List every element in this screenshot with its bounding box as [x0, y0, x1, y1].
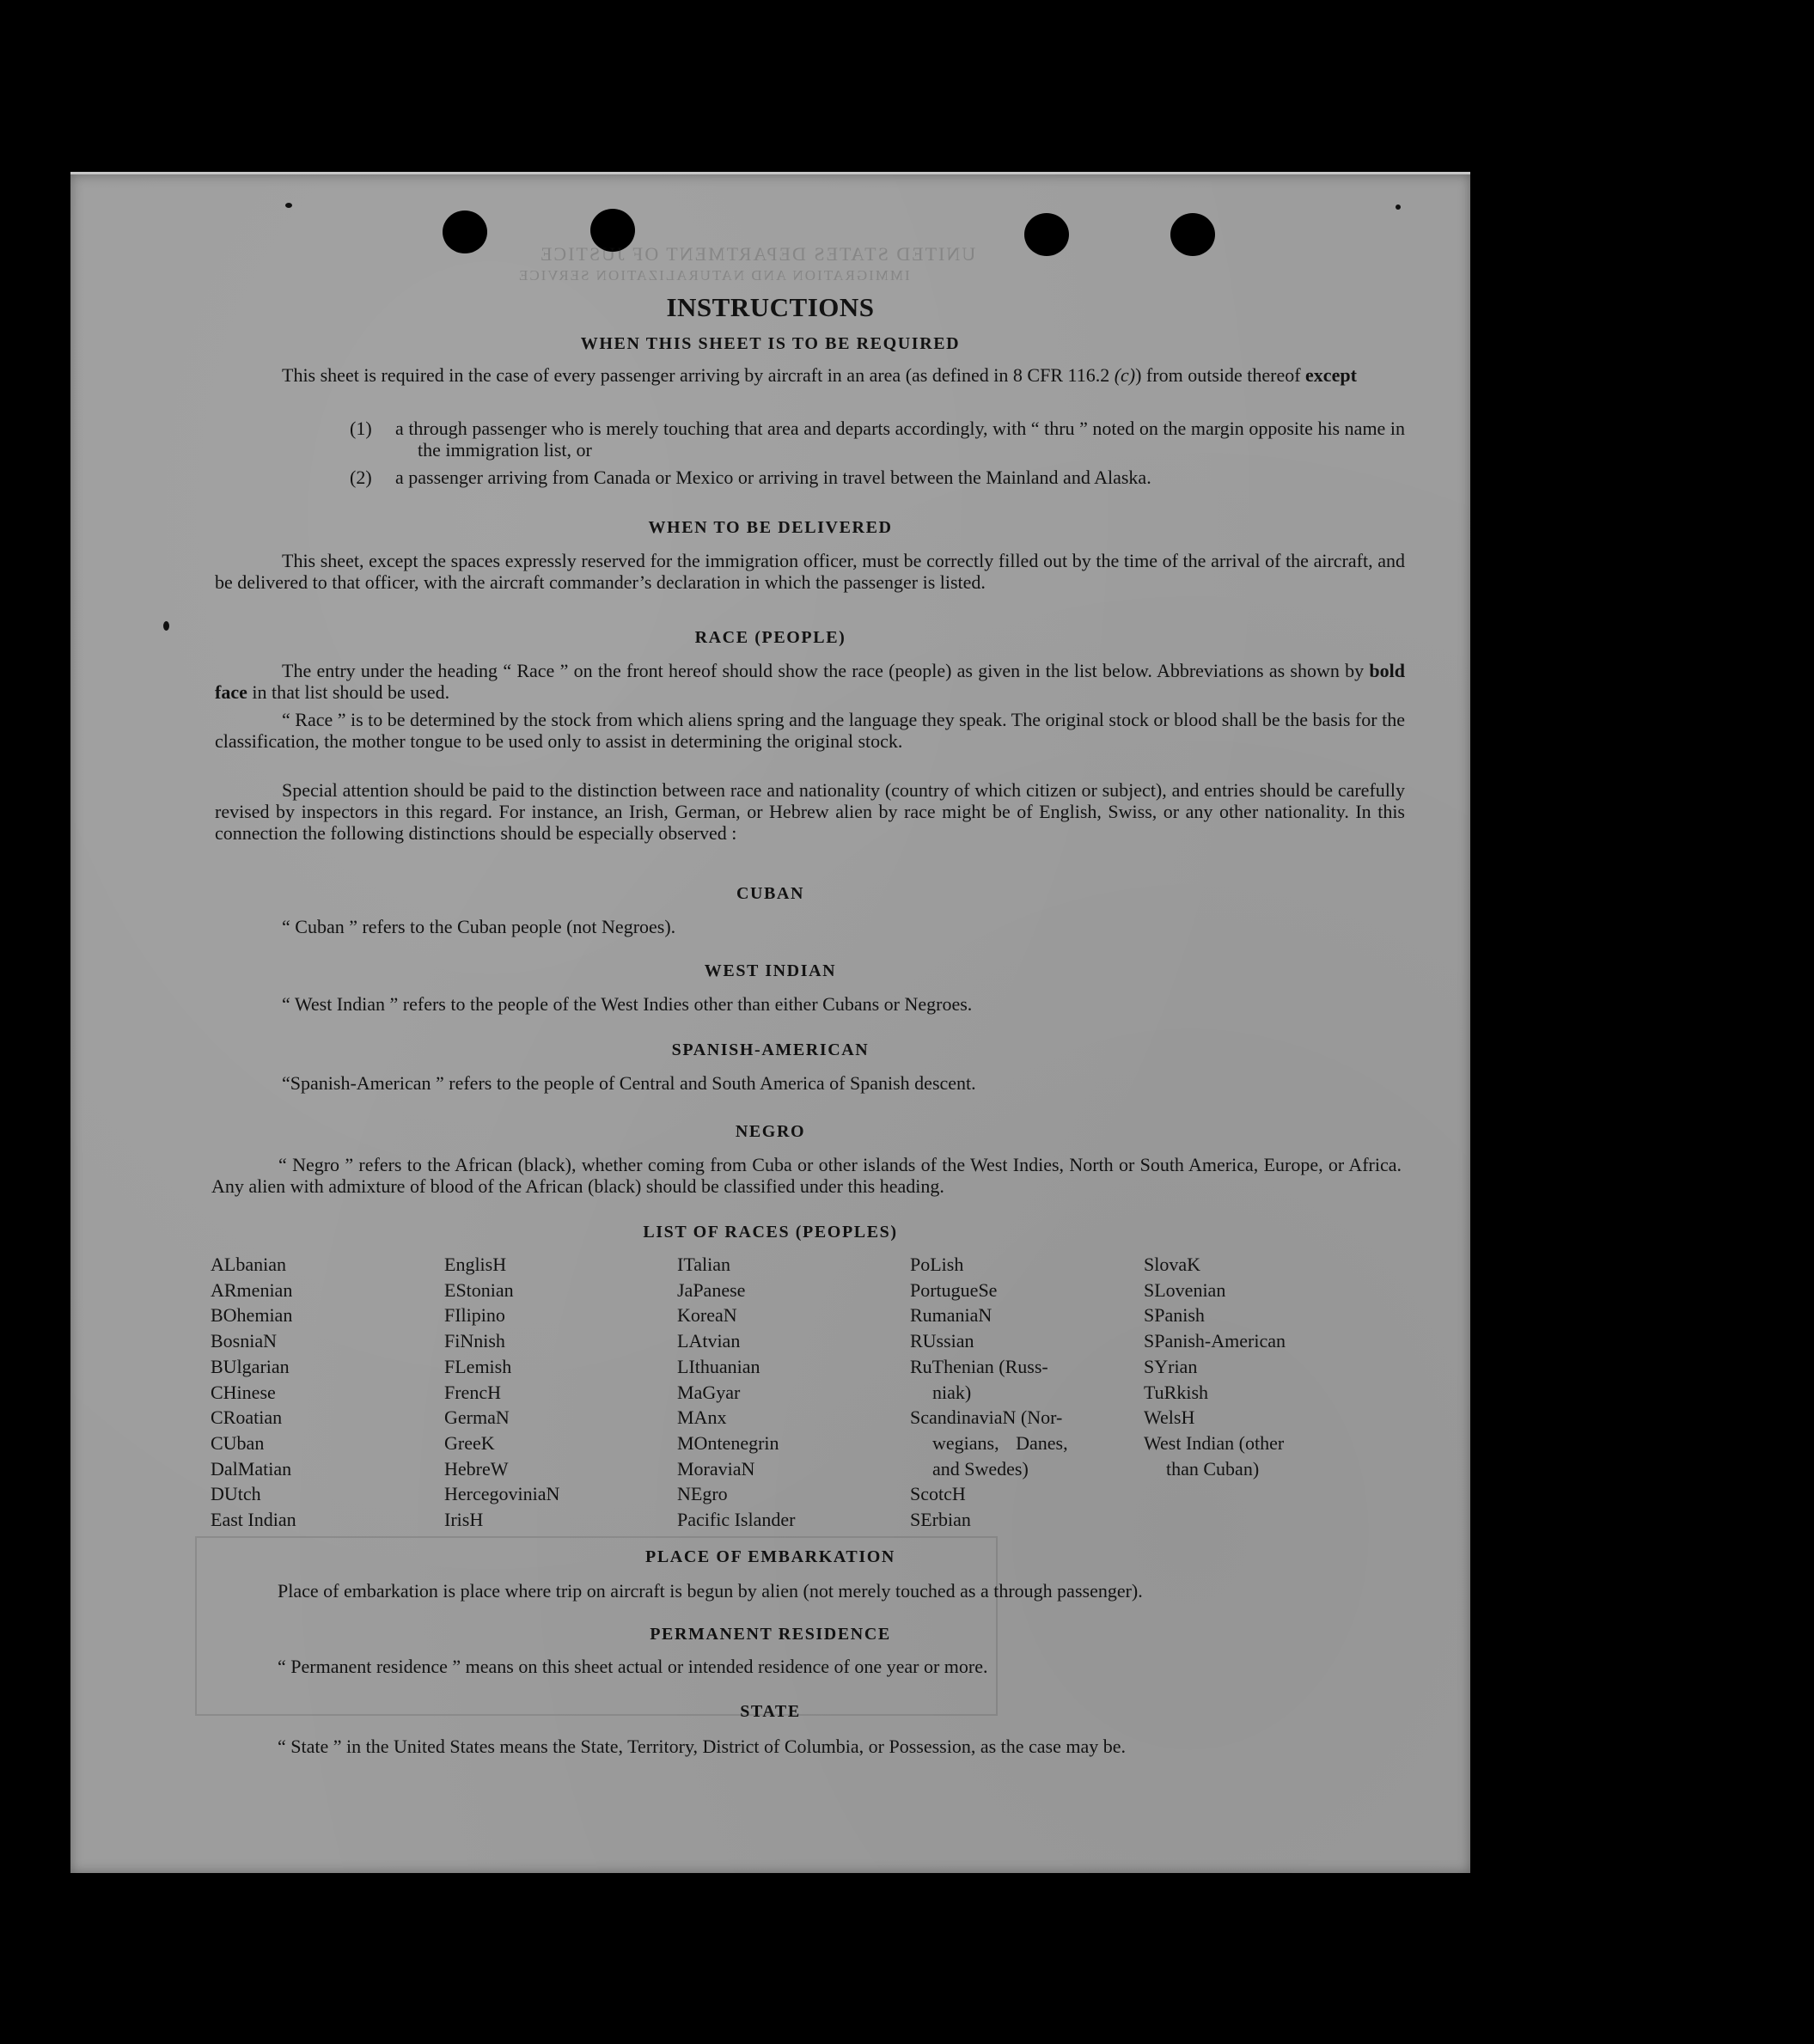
race-entry: SLovenian [1144, 1278, 1226, 1301]
heading-when-required: WHEN THIS SHEET IS TO BE REQUIRED [580, 334, 961, 353]
text-italic: (c) [1114, 364, 1136, 386]
punch-hole [1170, 213, 1215, 256]
race-entry: HercegoviniaN [444, 1483, 560, 1505]
race-entry: WelsH [1144, 1406, 1195, 1429]
race-entry-continuation: and Swedes) [932, 1457, 1029, 1480]
race-entry: IrisH [444, 1509, 484, 1531]
race-entry-continuation: than Cuban) [1166, 1457, 1260, 1480]
race-entry: CUban [211, 1431, 265, 1454]
paragraph-embarkation: Place of embarkation is place where trip on aircraft is begun by alien (not merely touched as a through passenger). [278, 1580, 1143, 1602]
paragraph-west-indian: “ West Indian ” refers to the people of the West Indies other than either Cubans or Negroes. [282, 993, 973, 1015]
paragraph-negro: “ Negro ” refers to the African (black), whether coming from Cuba or other islands of the West Indies, North or South America, Europe, or Africa. Any alien with admixture of blood of the African (black) should be classified under this heading. [211, 1154, 1402, 1197]
text-bold: except [1305, 364, 1357, 386]
heading-cuban: CUBAN [736, 884, 805, 903]
race-entry: MoraviaN [677, 1457, 755, 1480]
race-entry: SPanish-American [1144, 1330, 1286, 1352]
race-entry: CHinese [211, 1381, 276, 1403]
text-segment: The entry under the heading “ Race ” on the front hereof should show the race (people) as given in the list below. Abbreviations as shown by [282, 660, 1365, 681]
race-entry: GreeK [444, 1431, 495, 1454]
race-list-column-4 [910, 1252, 1068, 1533]
heading-spanish-american: SPANISH-AMERICAN [671, 1040, 870, 1059]
race-entry: ScotcH [910, 1483, 966, 1505]
race-entry: BOhemian [211, 1304, 293, 1327]
race-entry: BUlgarian [211, 1355, 290, 1377]
paragraph-state: “ State ” in the United States means the State, Territory, District of Columbia, or Possession, as the case may be. [278, 1736, 1127, 1757]
race-entry: PortugueSe [910, 1278, 998, 1301]
text-segment: in that list should be used. [252, 681, 450, 703]
paragraph-when-delivered: This sheet, except the spaces expressly reserved for the immigration officer, must be correctly filled out by the time of the arrival of the aircraft, and be delivered to that officer, with the aircraft commander’s declaration in which the passenger is listed. [215, 550, 1405, 593]
item-number: (2) [350, 467, 372, 488]
paragraph-cuban: “ Cuban ” refers to the Cuban people (not Negroes). [282, 916, 676, 937]
race-entry: FLemish [444, 1355, 512, 1377]
race-list-column-5 [1144, 1252, 1286, 1481]
race-entry: EnglisH [444, 1254, 507, 1275]
race-entry: SPanish [1144, 1304, 1205, 1327]
race-entry: NEgro [677, 1483, 728, 1505]
heading-when-delivered: WHEN TO BE DELIVERED [648, 518, 893, 537]
race-entry: KoreaN [677, 1304, 737, 1327]
paragraph-when-required [215, 364, 1405, 386]
heading-list-of-races: LIST OF RACES (PEOPLES) [643, 1223, 898, 1242]
race-entry: DalMatian [211, 1457, 292, 1480]
race-entry: FiNnish [444, 1330, 505, 1352]
race-entry: Pacific Islander [677, 1509, 796, 1531]
text-segment: ) from outside thereof [1135, 364, 1301, 386]
heading-west-indian: WEST INDIAN [704, 961, 837, 980]
race-list-column-3 [677, 1252, 795, 1533]
bleed-through-header-1: UNITED STATES DEPARTMENT OF JUSTICE [539, 243, 976, 265]
race-list-column-1 [211, 1252, 296, 1533]
document-sheet [70, 172, 1470, 1873]
race-entry: JaPanese [677, 1278, 746, 1301]
race-list-column-2 [444, 1252, 559, 1533]
race-entry: CRoatian [211, 1406, 283, 1429]
race-entry: BosniaN [211, 1330, 277, 1352]
race-entry: SErbian [910, 1509, 971, 1531]
paragraph-race-2: “ Race ” is to be determined by the stock from which aliens spring and the language they speak. The original stock or blood shall be the basis for the classification, the mother tongue to be used only to assist in determining the original stock. [215, 709, 1406, 752]
race-entry: LIthuanian [677, 1355, 760, 1377]
paragraph-spanish-american: “Spanish-American ” refers to the people of Central and South America of Spanish descent. [282, 1072, 976, 1094]
race-entry-continuation: wegians, Danes, [932, 1431, 1068, 1454]
race-entry: DUtch [211, 1483, 261, 1505]
item-text: a passenger arriving from Canada or Mexico or arriving in travel between the Mainland and Alaska. [395, 467, 1151, 488]
race-entry: LAtvian [677, 1330, 741, 1352]
race-entry: ScandinaviaN (Nor- [910, 1406, 1063, 1429]
race-entry: ALbanian [211, 1254, 286, 1275]
text-bold: bold face [215, 660, 1405, 703]
race-entry: TuRkish [1144, 1381, 1209, 1403]
race-entry: West Indian (other [1144, 1431, 1285, 1454]
race-entry: RuThenian (Russ- [910, 1355, 1048, 1377]
race-entry: FIlipino [444, 1304, 505, 1327]
heading-permanent-residence: PERMANENT RESIDENCE [650, 1625, 891, 1644]
race-entry: MOntenegrin [677, 1431, 779, 1454]
race-entry: FrencH [444, 1381, 501, 1403]
race-entry: RUssian [910, 1330, 974, 1352]
race-entry: MaGyar [677, 1381, 741, 1403]
race-entry: HebreW [444, 1457, 509, 1480]
item-number: (1) [350, 418, 372, 439]
race-entry: SYrian [1144, 1355, 1198, 1377]
page-title: INSTRUCTIONS [666, 292, 875, 322]
race-entry: PoLish [910, 1254, 964, 1275]
race-entry-continuation: niak) [932, 1381, 972, 1403]
race-entry: ARmenian [211, 1278, 293, 1301]
race-entry: SlovaK [1144, 1254, 1200, 1275]
heading-negro: NEGRO [735, 1122, 806, 1141]
heading-state: STATE [740, 1702, 801, 1721]
bleed-through-header-2: IMMIGRATION AND NATURALIZATION SERVICE [517, 267, 910, 284]
race-entry: RumaniaN [910, 1304, 993, 1327]
heading-embarkation: PLACE OF EMBARKATION [645, 1547, 895, 1566]
race-entry: MAnx [677, 1406, 727, 1429]
race-entry: GermaN [444, 1406, 510, 1429]
race-entry: ITalian [677, 1254, 730, 1275]
text-segment: This sheet is required in the case of every passenger arriving by aircraft in an area (as defined in 8 CFR 116.2 [282, 364, 1110, 386]
ink-speck [285, 203, 292, 208]
ink-speck [1396, 204, 1401, 210]
paragraph-race-1 [215, 660, 1405, 703]
item-text: a through passenger who is merely touching that area and departs accordingly, with “ thru ” noted on the margin opposite his name in the immigration list, or [395, 418, 1405, 461]
paragraph-permanent-residence: “ Permanent residence ” means on this sheet actual or intended residence of one year or more. [278, 1656, 988, 1677]
punch-hole [1024, 213, 1069, 256]
race-entry: East Indian [211, 1509, 296, 1531]
paragraph-race-3: Special attention should be paid to the distinction between race and nationality (country of which citizen or subject), and entries should be carefully revised by inspectors in this regard. For instance, an Irish, German, or Hebrew alien by race might be of English, Swiss, or any other nationality. In this connection the following distinctions should be especially observed : [215, 779, 1405, 844]
race-entry: EStonian [444, 1278, 514, 1301]
punch-hole [443, 211, 487, 253]
heading-race: RACE (PEOPLE) [694, 628, 846, 647]
